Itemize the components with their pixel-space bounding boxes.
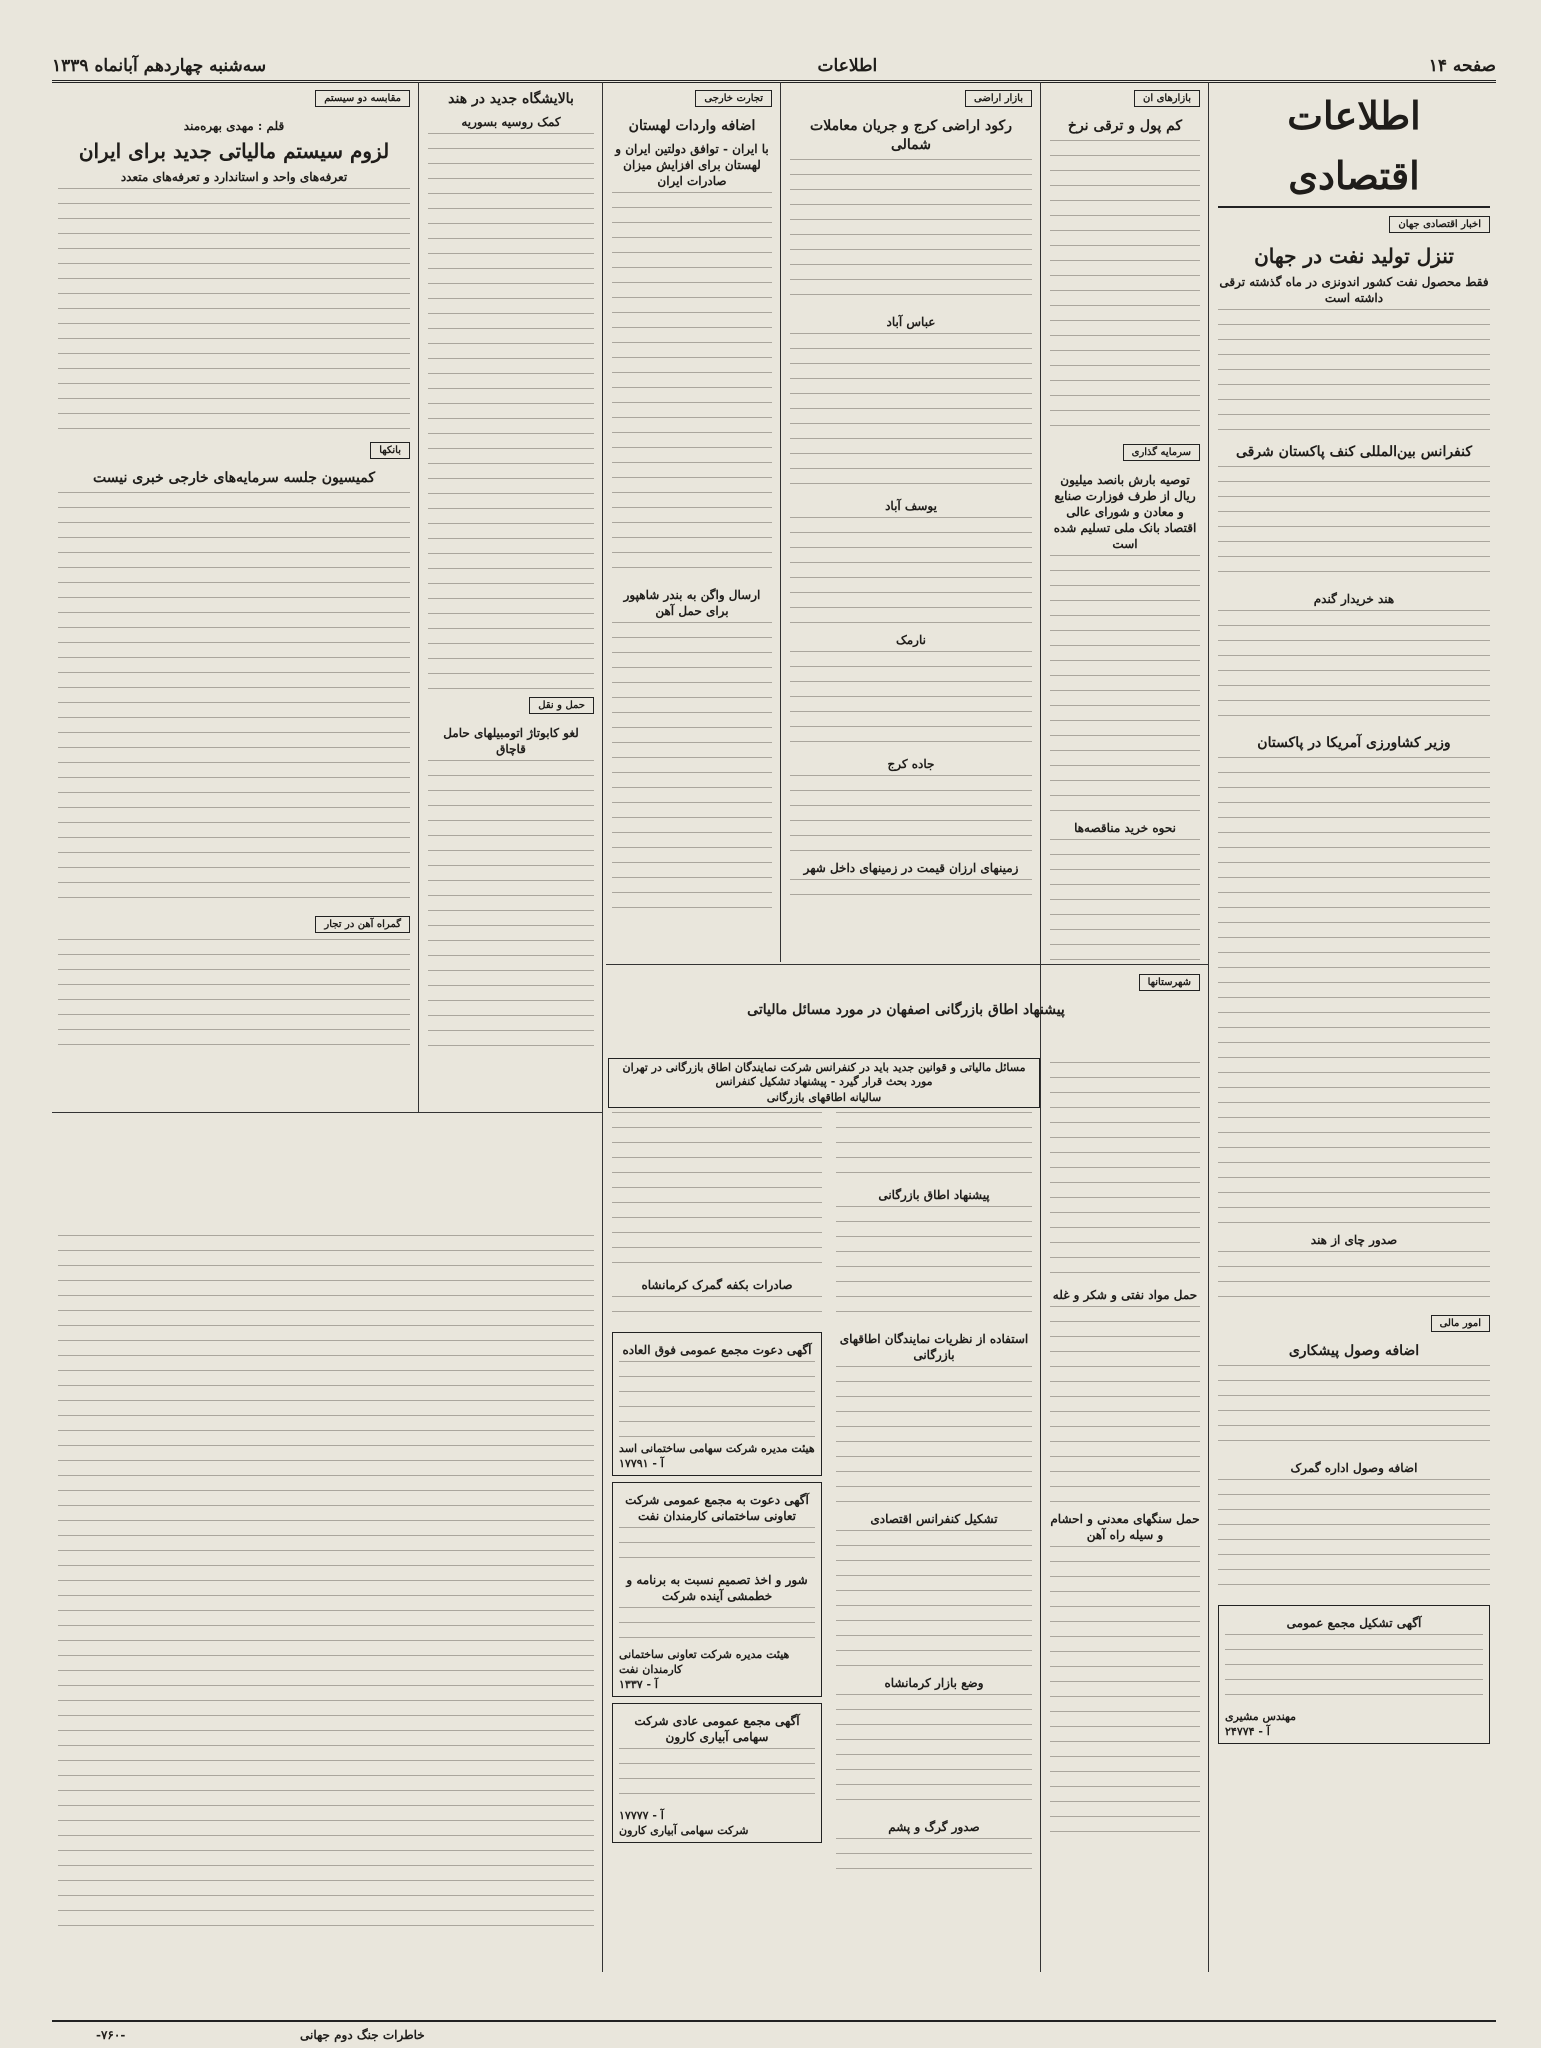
ad-signature: هیئت مدیره شرکت سهامی ساختمانی اسد [619,1442,815,1455]
notice-signature: مهندس مشیری [1225,1710,1297,1723]
headline-poland-imports: اضافه واردات لهستان [628,118,756,134]
article-text [58,1235,594,1935]
column-land-market [784,86,1038,966]
column-rule [1208,82,1209,1972]
footer-series-title: خاطرات جنگ دوم جهانی [300,2028,425,2042]
headline-investment-recommendation: توصیه بارش بانصد میلیون ریال از طرف فوزارت صنایع و معادن و شورای عالی اقتصاد بانک ملی تسلیم شده است [1053,473,1197,551]
rubric-comparison: مقابسه دو سیستم [315,90,410,107]
article-text [612,1296,822,1326]
headline-india-wheat: هند خریدار گندم [1313,592,1395,606]
article-text [836,1206,1032,1326]
headline-chamber-proposal: پیشنهاد اطاق بازرگانی [878,1188,990,1202]
article-text [58,939,410,1059]
ad-title: آگهی مجمع عمومی عادی شرکت سهامی آبیاری کارون [634,1714,800,1744]
headline-narmak: نارمک [896,633,926,647]
ad-signature: شرکت سهامی آبیاری کارون [619,1824,749,1837]
article-text [1218,309,1490,439]
article-text [790,159,1032,309]
headline-foreign-capital-commission: کمیسیون جلسه سرمایه‌های خارجی خبری نیست [92,470,376,486]
headline-wagons-shahpour: ارسال واگن به بندر شاهپور برای حمل آهن [623,588,761,618]
headline-low-money: کم پول و ترقی نرخ [1067,118,1183,134]
byline: قلم : مهدی بهره‌مند [183,119,285,133]
article-text [428,760,594,1060]
subheadline-poland-agreement: با ایران - توافق دولتین ایران و لهستان برای افزایش میزان صادرات ایران [615,142,769,188]
rubric-finance: امور مالی [1431,1315,1490,1332]
column-refinery-transport [422,86,600,1110]
headline-wool-export: صدور گرگ و پشم [888,1820,980,1834]
headline-tenders: نحوه خرید مناقصه‌ها [1074,821,1176,835]
headline-india-tea-export: صدور چای از هند [1310,1233,1398,1247]
article-text [790,775,1032,855]
rubric-provinces: شهرستانها [1139,974,1200,991]
headline-smuggling-vehicles: لغو کابوتاژ اتومبیلهای حامل قاچاق [443,726,579,756]
subheadline-tariffs: تعرفه‌های واحد و استاندارد و تعرفه‌های متعدد [120,170,348,184]
article-text [1050,555,1200,815]
subheadline-tax-laws: مسائل مالیاتی و قوانین جدید باید در کنفرانس شرکت نمایندگان اطاق بازرگانی در تهران مورد بحث قرار گیرد - پیشنهاد تشکیل کنفرانس [622,1061,1026,1088]
ad-number: آ - ۱۷۷۹۱ [619,1457,664,1470]
headline-karaj-land: رکود اراضی کرج و جریان معاملات شمالی [810,118,1012,153]
headline-oil-decline: تنزل تولید نفت در جهان [1254,244,1454,268]
issue-date: سه‌شنبه چهاردهم آبانماه ۱۳۳۹ [52,56,267,76]
notice-general-assembly [1218,1605,1490,1744]
headline-jute-conference: کنفرانس بین‌المللی کنف پاکستان شرقی [1235,444,1473,460]
ad-number: آ - ۱۳۳۷ [619,1678,658,1691]
subheadline-indonesia: فقط محصول نفت کشور اندونزی در ماه گذشته ترقی داشته است [1219,275,1489,305]
headline-tax-office-surplus: اضافه وصول پیشکاری [1288,1343,1420,1359]
newspaper-title: اطلاعات [817,56,878,76]
ad-title: آگهی دعوت مجمع عمومی فوق العاده [622,1343,812,1357]
column-chamber-article [830,1112,1038,1967]
article-text [836,1366,1032,1506]
subheadline-annual-conference: سالیانه اطاقهای بازرگانی [766,1091,882,1104]
headline-kermanshah-customs: صادرات بکفه گمرک کرمانشاه [641,1278,793,1292]
ad-text [619,1527,815,1567]
ad-extraordinary-assembly [612,1332,822,1476]
column-chamber-proposals [1044,1062,1206,1967]
rubric-banks: بانکها [370,442,410,459]
rubric-investment: سرمایه گذاری [1123,444,1200,461]
ad-text [619,1748,815,1808]
subheadline-box [608,1058,1040,1108]
article-text [58,188,410,438]
article-text [1050,839,1200,966]
ad-oil-employees-coop [612,1482,822,1697]
rubric-markets: بازارهای ان [1134,90,1200,107]
article-text [428,133,594,693]
headline-karaj-road: جاده کرج [887,757,935,771]
article-text [790,879,1032,909]
article-text [1218,1251,1490,1311]
section-rule [52,1112,602,1113]
subheadline-russia-syria: کمک روسیه بسوریه [461,115,561,129]
article-text [790,517,1032,627]
article-text [836,1112,1032,1182]
footer-rule [52,2020,1496,2022]
headline-us-agriculture-minister: وزیر کشاورزی آمریکا در پاکستان [1257,735,1451,751]
article-text [612,1112,822,1272]
article-text [612,192,772,582]
column-economic-news [1212,86,1496,1966]
column-rule [780,82,781,962]
headline-ore-livestock: حمل سنگهای معدنی و احشام و سیله راه آهن [1050,1512,1200,1542]
column-markets [1044,86,1206,966]
headline-oil-sugar-grain: حمل مواد نفتی و شکر و غله [1052,1288,1198,1302]
section-provinces-header [606,970,1206,1058]
headline-india-refinery: بالایشگاه جدید در هند [448,91,574,107]
article-text [790,651,1032,751]
ad-text [619,1361,815,1441]
headline-customs-surplus: اضافه وصول اداره گمرک [1290,1461,1418,1475]
notice-title: آگهی تشکیل مجمع عمومی [1286,1616,1422,1630]
page-number-label: صفحه ۱۴ [1428,56,1496,76]
article-text [612,622,772,922]
article-text [58,492,410,912]
notice-text [1225,1634,1483,1709]
article-text [836,1530,1032,1670]
headline-cheap-land: زمینهای ارزان قیمت در زمینهای داخل شهر [803,861,1019,875]
notice-ad-number: آ - ۲۴۷۷۴ [1225,1725,1270,1738]
article-text [1050,1306,1200,1506]
rubric-transport: حمل و نقل [529,697,594,714]
ad-title: آگهی دعوت به مجمع عمومی شرکت تعاونی ساختمانی کارمندان نفت [625,1493,809,1523]
headline-chamber-views: استفاده از نظریات نمایندگان اطاقهای بازرگانی [839,1332,1029,1362]
rubric-railway: گمراه آهن در تجار [315,916,410,933]
article-text [1050,140,1200,440]
column-notices [606,1112,828,1967]
article-text [1218,1479,1490,1599]
article-text [1050,1546,1200,1846]
article-text [1050,1062,1200,1282]
rubric-world-economy: اخبار اقتصادی جهان [1389,216,1490,233]
column-rule [418,82,419,1112]
article-text [1218,1365,1490,1455]
section-masthead: اطلاعات اقتصادی [1218,86,1490,208]
column-rule [602,82,603,1972]
column-tax-systems [52,86,416,1110]
ad-karun-irrigation [612,1703,822,1843]
ad-number: آ - ۱۷۷۷۷ [619,1809,664,1822]
ad-text [619,1607,815,1647]
article-text [1218,757,1490,1227]
headline-economic-conference: تشکیل کنفرانس اقتصادی [870,1512,998,1526]
ad-signature: هیئت مدیره شرکت تعاونی ساختمانی کارمندان نفت [619,1648,790,1676]
page-header [52,52,1496,83]
article-text [836,1838,1032,1878]
column-war-memoir [52,1125,600,1965]
article-text [1218,466,1490,586]
rubric-land-market: بازار اراضی [965,90,1032,107]
article-text [790,333,1032,493]
ad-agenda: شور و اخذ تصمیم نسبت به برنامه و خطمشی آینده شرکت [626,1573,808,1603]
article-text [1218,610,1490,730]
rubric-foreign-trade: تجارت خارجی [695,90,772,107]
column-foreign-trade [606,86,778,966]
headline-new-tax-system: لزوم سیستم مالیاتی جدید برای ایران [78,139,390,163]
article-text [836,1694,1032,1814]
headline-isfahan-chamber: پیشنهاد اطاق بازرگانی اصفهان در مورد مسائل مالیاتی [747,1002,1065,1018]
headline-kermanshah-market: وضع بازار کرمانشاه [884,1676,984,1690]
headline-yousefabad: یوسف آباد [885,499,937,513]
footer-page-number: -۷۶۰- [96,2028,126,2042]
headline-abbasabad: عباس آباد [886,315,936,329]
